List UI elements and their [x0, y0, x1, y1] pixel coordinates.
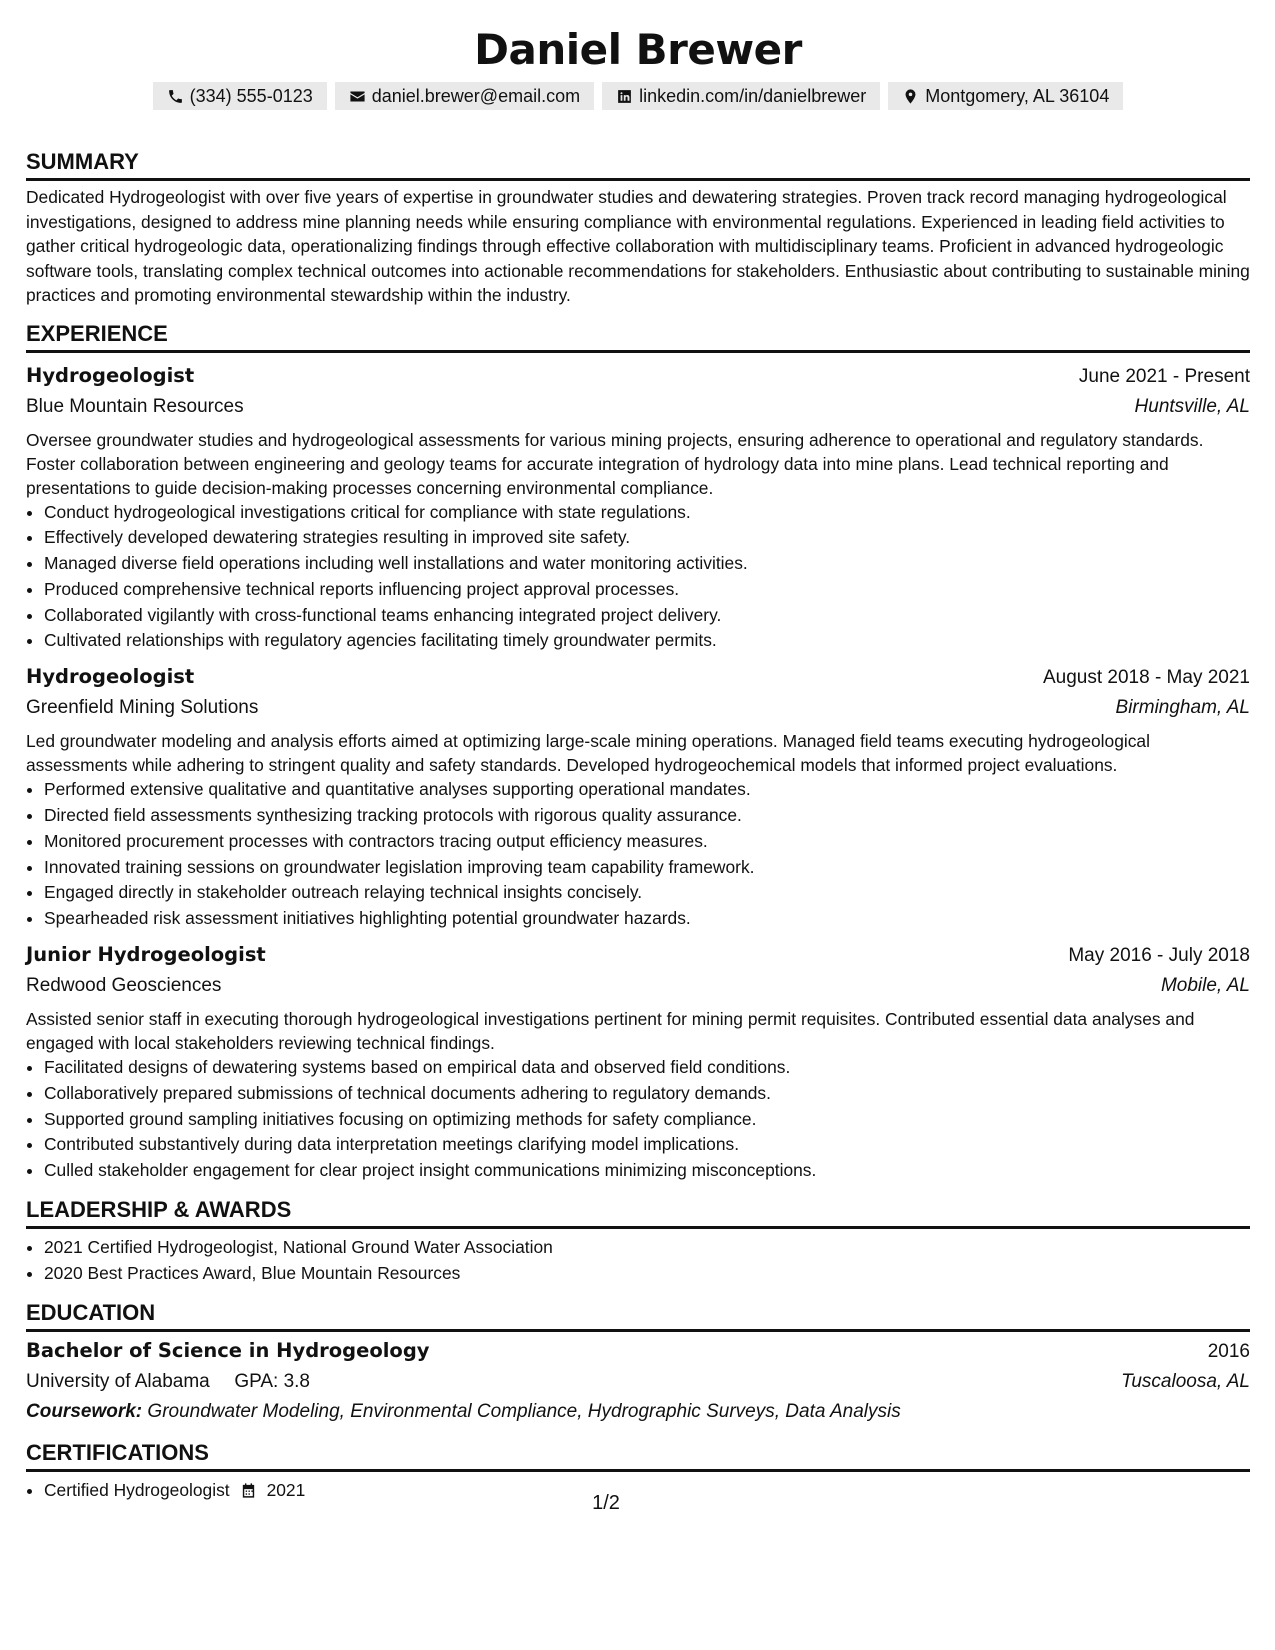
contact-phone[interactable] — [153, 82, 327, 110]
resume-page — [26, 24, 1250, 1503]
job-role: Hydrogeologist — [26, 665, 195, 689]
job-bullet: • Effectively developed dewatering strategies resulting in improved site safety. — [44, 525, 1250, 551]
summary-section — [26, 148, 1250, 308]
job-dates: August 2018 - May 2021 — [1042, 667, 1250, 689]
job-bullet: • Collaboratively prepared submissions of technical documents adhering to regulatory demands. — [44, 1081, 1250, 1107]
contact-location-text: Montgomery, AL 36104 — [925, 85, 1110, 106]
education-gpa: GPA: 3.8 — [234, 1370, 310, 1392]
job-bullets — [26, 777, 1250, 932]
job-description: Led groundwater modeling and analysis efforts aimed at optimizing large-scale mining operations. Managed field teams executing hydrogeological assessments while adhering to stringent quality and safety standards. Developed hydrogeochemical models that informed project evaluations. — [26, 731, 1150, 776]
coursework-list: Groundwater Modeling, Environmental Compliance, Hydrographic Surveys, Data Analysis — [147, 1400, 901, 1422]
award-item: • 2020 Best Practices Award, Blue Mountain Resources — [44, 1261, 1250, 1287]
education-degree: Bachelor of Science in Hydrogeology — [26, 1338, 430, 1362]
job-bullet: • Conduct hydrogeological investigations critical for compliance with state regulations. — [44, 500, 1250, 526]
job-bullet: • Contributed substantively during data interpretation meetings clarifying model implications. — [44, 1132, 1250, 1158]
page-number: 1/2 — [592, 1492, 620, 1514]
job-entry — [26, 662, 1250, 932]
section-title-experience: EXPERIENCE — [26, 320, 1250, 353]
contact-email-text: daniel.brewer@email.com — [371, 85, 581, 106]
job-bullet: • Supported ground sampling initiatives focusing on optimizing methods for safety compliance. — [44, 1107, 1250, 1133]
job-description: Oversee groundwater studies and hydrogeological assessments for various mining projects, ensuring adherence to operational and regulatory standards. Foster collaboration between engineering and geology teams for accurate integration of hydrology data into mine plans. Lead technical reporting and presentations to guide decision-making processes concerning environmental compliance. — [26, 429, 1204, 498]
job-bullet: • Monitored procurement processes with contractors tracing output efficiency measures. — [44, 829, 1250, 855]
job-dates: June 2021 - Present — [1078, 365, 1250, 387]
summary-text: Dedicated Hydrogeologist with over five years of expertise in groundwater studies and dewatering strategies. Proven track record managing hydrogeological investigations, designed to address mine planning needs while ensuring compliance with environmental regulations. Experienced in leading field activities to gather critical hydrogeologic data, operationalizing findings through effective collaboration with multidisciplinary teams. Proficient in advanced hydrogeologic software tools, translating complex technical outcomes into actionable recommendations for stakeholders. Enthusiastic about contributing to sustainable mining practices and promoting environmental stewardship within the industry. — [26, 187, 1250, 305]
job-bullet: • Collaborated vigilantly with cross-functional teams enhancing integrated project delivery. — [44, 603, 1250, 629]
education-year: 2016 — [1207, 1340, 1250, 1362]
envelope-icon — [349, 88, 366, 105]
job-bullet: • Performed extensive qualitative and quantitative analyses supporting operational mandates. — [44, 777, 1250, 803]
education-section — [26, 1299, 1250, 1427]
map-pin-icon — [902, 88, 919, 105]
job-location: Birmingham, AL — [1115, 697, 1250, 719]
contact-linkedin-text: linkedin.com/in/danielbrewer — [639, 85, 867, 106]
contact-email[interactable] — [335, 82, 594, 110]
job-role: Hydrogeologist — [26, 363, 195, 387]
education-location: Tuscaloosa, AL — [1121, 1370, 1250, 1392]
job-description: Assisted senior staff in executing thorough hydrogeological investigations pertinent for mining permit requisites. Contributed essential data analyses and engaged with local stakeholders reviewing technical findings. — [26, 1009, 1195, 1054]
job-location: Mobile, AL — [1160, 975, 1250, 997]
certification-name: • Certified Hydrogeologist — [44, 1479, 230, 1500]
job-company: Blue Mountain Resources — [26, 395, 244, 417]
awards-list — [26, 1235, 1250, 1287]
job-bullet: • Facilitated designs of dewatering systems based on empirical data and observed field conditions. — [44, 1055, 1250, 1081]
job-bullets — [26, 1055, 1250, 1184]
section-title-awards: LEADERSHIP & AWARDS — [26, 1196, 1250, 1229]
linkedin-icon — [616, 88, 633, 105]
certification-year: 2021 — [266, 1479, 306, 1500]
contact-phone-text: (334) 555-0123 — [189, 85, 313, 106]
contact-linkedin[interactable] — [602, 82, 880, 110]
phone-icon — [167, 88, 184, 105]
section-title-certifications: CERTIFICATIONS — [26, 1439, 1250, 1472]
job-bullet: • Produced comprehensive technical reports influencing project approval processes. — [44, 577, 1250, 603]
job-location: Huntsville, AL — [1134, 395, 1250, 417]
job-bullet: • Innovated training sessions on groundwater legislation improving team capability framework. — [44, 855, 1250, 881]
job-company: Redwood Geosciences — [26, 975, 222, 997]
candidate-name: Daniel Brewer — [474, 25, 802, 74]
experience-section — [26, 320, 1250, 1185]
job-entry — [26, 361, 1250, 655]
awards-section — [26, 1196, 1250, 1287]
contact-bar — [26, 82, 1250, 110]
job-company: Greenfield Mining Solutions — [26, 697, 259, 719]
job-bullet: • Directed field assessments synthesizing tracking protocols with rigorous quality assurance. — [44, 803, 1250, 829]
job-role: Junior Hydrogeologist — [26, 943, 266, 967]
job-bullet: • Spearheaded risk assessment initiatives highlighting potential groundwater hazards. — [44, 906, 1250, 932]
education-school: University of Alabama — [26, 1370, 210, 1392]
section-title-summary: SUMMARY — [26, 148, 1250, 181]
coursework-label: Coursework: — [26, 1400, 143, 1422]
section-title-education: EDUCATION — [26, 1299, 1250, 1332]
award-item: • 2021 Certified Hydrogeologist, National Ground Water Association — [44, 1235, 1250, 1261]
job-bullet: • Culled stakeholder engagement for clear project insight communications minimizing misconceptions. — [44, 1158, 1250, 1184]
job-bullet: • Engaged directly in stakeholder outreach relaying technical insights concisely. — [44, 880, 1250, 906]
job-bullet: • Managed diverse field operations including well installations and water monitoring activities. — [44, 551, 1250, 577]
job-entry — [26, 940, 1250, 1184]
education-coursework — [26, 1397, 1250, 1427]
contact-location — [888, 82, 1123, 110]
job-bullets — [26, 500, 1250, 655]
job-dates: May 2016 - July 2018 — [1068, 945, 1250, 967]
job-bullet: • Cultivated relationships with regulatory agencies facilitating timely groundwater permits. — [44, 628, 1250, 654]
